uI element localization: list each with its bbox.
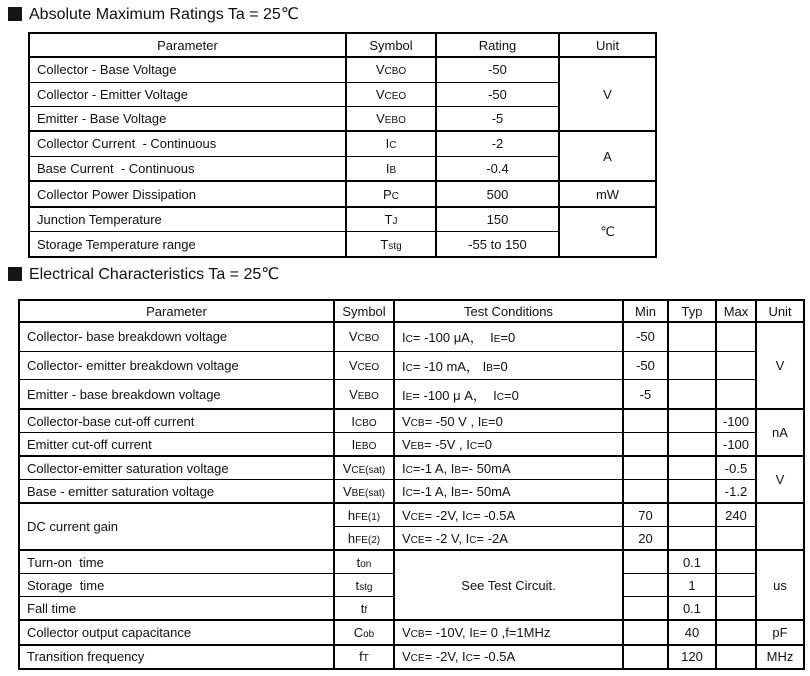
table-cell: VEB= -5V , IC=0 <box>394 433 623 457</box>
table-cell: V <box>756 322 804 409</box>
square-bullet-icon <box>8 267 22 281</box>
table-cell: A <box>559 131 656 181</box>
table-cell: See Test Circuit. <box>394 550 623 620</box>
table-cell: Transition frequency <box>19 645 334 669</box>
column-header: Parameter <box>29 33 346 57</box>
table-cell <box>668 351 716 380</box>
table-row <box>19 550 804 574</box>
table-cell: hFE(1) <box>334 503 394 527</box>
table-cell: Base Current - Continuous <box>29 156 346 181</box>
table-cell: Collector- emitter breakdown voltage <box>19 351 334 380</box>
table-row <box>29 131 656 156</box>
table-cell <box>623 620 668 644</box>
table-cell: tstg <box>334 574 394 597</box>
table-cell: Fall time <box>19 597 334 621</box>
table-cell: -0.4 <box>436 156 559 181</box>
table-cell <box>668 456 716 480</box>
table-cell: 40 <box>668 620 716 644</box>
table-row <box>19 645 804 669</box>
section-title-electrical-characteristics <box>8 264 279 284</box>
table-cell <box>668 380 716 409</box>
table-cell: Collector-emitter saturation voltage <box>19 456 334 480</box>
table-cell <box>623 550 668 574</box>
table-cell: pF <box>756 620 804 644</box>
table-cell: 0.1 <box>668 550 716 574</box>
table-cell <box>716 322 756 351</box>
table-cell: -5 <box>623 380 668 409</box>
column-header: Symbol <box>334 300 394 322</box>
table-cell: -100 <box>716 433 756 457</box>
column-header: Unit <box>559 33 656 57</box>
column-header: Rating <box>436 33 559 57</box>
column-header: Symbol <box>346 33 436 57</box>
table-cell: VCBO <box>346 57 436 82</box>
table-cell <box>716 527 756 551</box>
table-cell: tf <box>334 597 394 621</box>
table-cell: -50 <box>623 351 668 380</box>
square-bullet-icon <box>8 7 22 21</box>
table-cell <box>668 480 716 504</box>
table-cell <box>623 409 668 433</box>
table-cell: -5 <box>436 106 559 131</box>
table-row <box>19 409 804 433</box>
table-cell: -100 <box>716 409 756 433</box>
table-cell: VEBO <box>334 380 394 409</box>
table-cell: -0.5 <box>716 456 756 480</box>
table-cell: 1 <box>668 574 716 597</box>
table-cell: Storage time <box>19 574 334 597</box>
table-cell: 150 <box>436 207 559 232</box>
table-cell: Junction Temperature <box>29 207 346 232</box>
table-cell: IB <box>346 156 436 181</box>
table-cell: VCE= -2V, IC= -0.5A <box>394 503 623 527</box>
table-cell: Storage Temperature range <box>29 232 346 257</box>
table-cell: IE= -100 μ A， IC=0 <box>394 380 623 409</box>
table-cell <box>623 456 668 480</box>
table-cell: 20 <box>623 527 668 551</box>
table-cell <box>716 645 756 669</box>
table-cell: Emitter - Base Voltage <box>29 106 346 131</box>
table-cell: VBE(sat) <box>334 480 394 504</box>
table-cell: 70 <box>623 503 668 527</box>
table-cell: ton <box>334 550 394 574</box>
table-cell: VCE= -2 V, IC= -2A <box>394 527 623 551</box>
table-cell: IC= -10 mA， IB=0 <box>394 351 623 380</box>
table-cell: Emitter - base breakdown voltage <box>19 380 334 409</box>
table-cell: VCBO <box>334 322 394 351</box>
table-row <box>19 322 804 351</box>
column-header: Max <box>716 300 756 322</box>
table-cell <box>623 597 668 621</box>
table-cell: nA <box>756 409 804 456</box>
table-cell: IC=-1 A, IB=- 50mA <box>394 480 623 504</box>
table-cell <box>668 527 716 551</box>
table-cell <box>716 574 756 597</box>
table-cell: VCB= -10V, IE= 0 ,f=1MHz <box>394 620 623 644</box>
section-title-text: Absolute Maximum Ratings Ta = 25℃ <box>29 6 299 23</box>
table-cell <box>716 620 756 644</box>
table-cell: IC <box>346 131 436 156</box>
column-header: Min <box>623 300 668 322</box>
table-cell <box>716 380 756 409</box>
table-cell: IEBO <box>334 433 394 457</box>
table-cell: -1.2 <box>716 480 756 504</box>
table-header-row <box>29 33 656 57</box>
table-row <box>19 503 804 527</box>
table-cell <box>623 480 668 504</box>
table-cell: VCEO <box>334 351 394 380</box>
table-row <box>29 181 656 207</box>
table-cell: Tstg <box>346 232 436 257</box>
column-header: Typ <box>668 300 716 322</box>
table-cell: Collector - Emitter Voltage <box>29 82 346 106</box>
table-cell: IC= -100 μA， IE=0 <box>394 322 623 351</box>
table-cell: Cob <box>334 620 394 644</box>
table-row <box>19 380 804 409</box>
table-cell: Base - emitter saturation voltage <box>19 480 334 504</box>
column-header: Parameter <box>19 300 334 322</box>
table-cell: -2 <box>436 131 559 156</box>
table-cell: Collector- base breakdown voltage <box>19 322 334 351</box>
table-cell: Emitter cut-off current <box>19 433 334 457</box>
table-cell: Collector Power Dissipation <box>29 181 346 207</box>
table-cell: -50 <box>436 57 559 82</box>
table-cell: -50 <box>436 82 559 106</box>
table-cell: VCB= -50 V , IE=0 <box>394 409 623 433</box>
table-cell: 120 <box>668 645 716 669</box>
section-title-absolute-maximum-ratings <box>8 4 299 24</box>
table-cell <box>716 550 756 574</box>
table-cell: TJ <box>346 207 436 232</box>
section-title-text: Electrical Characteristics Ta = 25℃ <box>29 266 280 283</box>
table-cell: -55 to 150 <box>436 232 559 257</box>
table-row <box>19 480 804 504</box>
table-cell <box>756 503 804 550</box>
table-cell <box>668 433 716 457</box>
table-row <box>19 351 804 380</box>
table-cell: VCE(sat) <box>334 456 394 480</box>
table-cell: V <box>559 57 656 131</box>
table-cell: -50 <box>623 322 668 351</box>
table-cell: 0.1 <box>668 597 716 621</box>
table-cell: 240 <box>716 503 756 527</box>
table-cell <box>623 645 668 669</box>
table-row <box>19 433 804 457</box>
table-cell: 500 <box>436 181 559 207</box>
table-cell: V <box>756 456 804 503</box>
table-cell <box>668 322 716 351</box>
table-cell <box>623 574 668 597</box>
table-cell <box>716 351 756 380</box>
table-cell: hFE(2) <box>334 527 394 551</box>
column-header: Test Conditions <box>394 300 623 322</box>
electrical-characteristics-table <box>18 299 805 670</box>
table-cell: ICBO <box>334 409 394 433</box>
table-row <box>19 620 804 644</box>
table-cell <box>623 433 668 457</box>
table-cell: IC=-1 A, IB=- 50mA <box>394 456 623 480</box>
table-cell: MHz <box>756 645 804 669</box>
table-cell: VCE= -2V, IC= -0.5A <box>394 645 623 669</box>
table-row <box>19 456 804 480</box>
table-cell: Collector - Base Voltage <box>29 57 346 82</box>
table-cell: DC current gain <box>19 503 334 550</box>
table-cell: ℃ <box>559 207 656 257</box>
table-cell: Collector Current - Continuous <box>29 131 346 156</box>
table-row <box>29 57 656 82</box>
table-cell: Collector-base cut-off current <box>19 409 334 433</box>
table-cell: Turn-on time <box>19 550 334 574</box>
table-cell <box>716 597 756 621</box>
table-cell <box>668 409 716 433</box>
table-cell: VEBO <box>346 106 436 131</box>
table-row <box>29 207 656 232</box>
table-header-row <box>19 300 804 322</box>
column-header: Unit <box>756 300 804 322</box>
table-cell: Collector output capacitance <box>19 620 334 644</box>
absolute-maximum-ratings-table <box>28 32 657 258</box>
table-cell: fT <box>334 645 394 669</box>
table-cell: PC <box>346 181 436 207</box>
table-cell: mW <box>559 181 656 207</box>
table-cell: us <box>756 550 804 620</box>
table-cell <box>668 503 716 527</box>
table-cell: VCEO <box>346 82 436 106</box>
